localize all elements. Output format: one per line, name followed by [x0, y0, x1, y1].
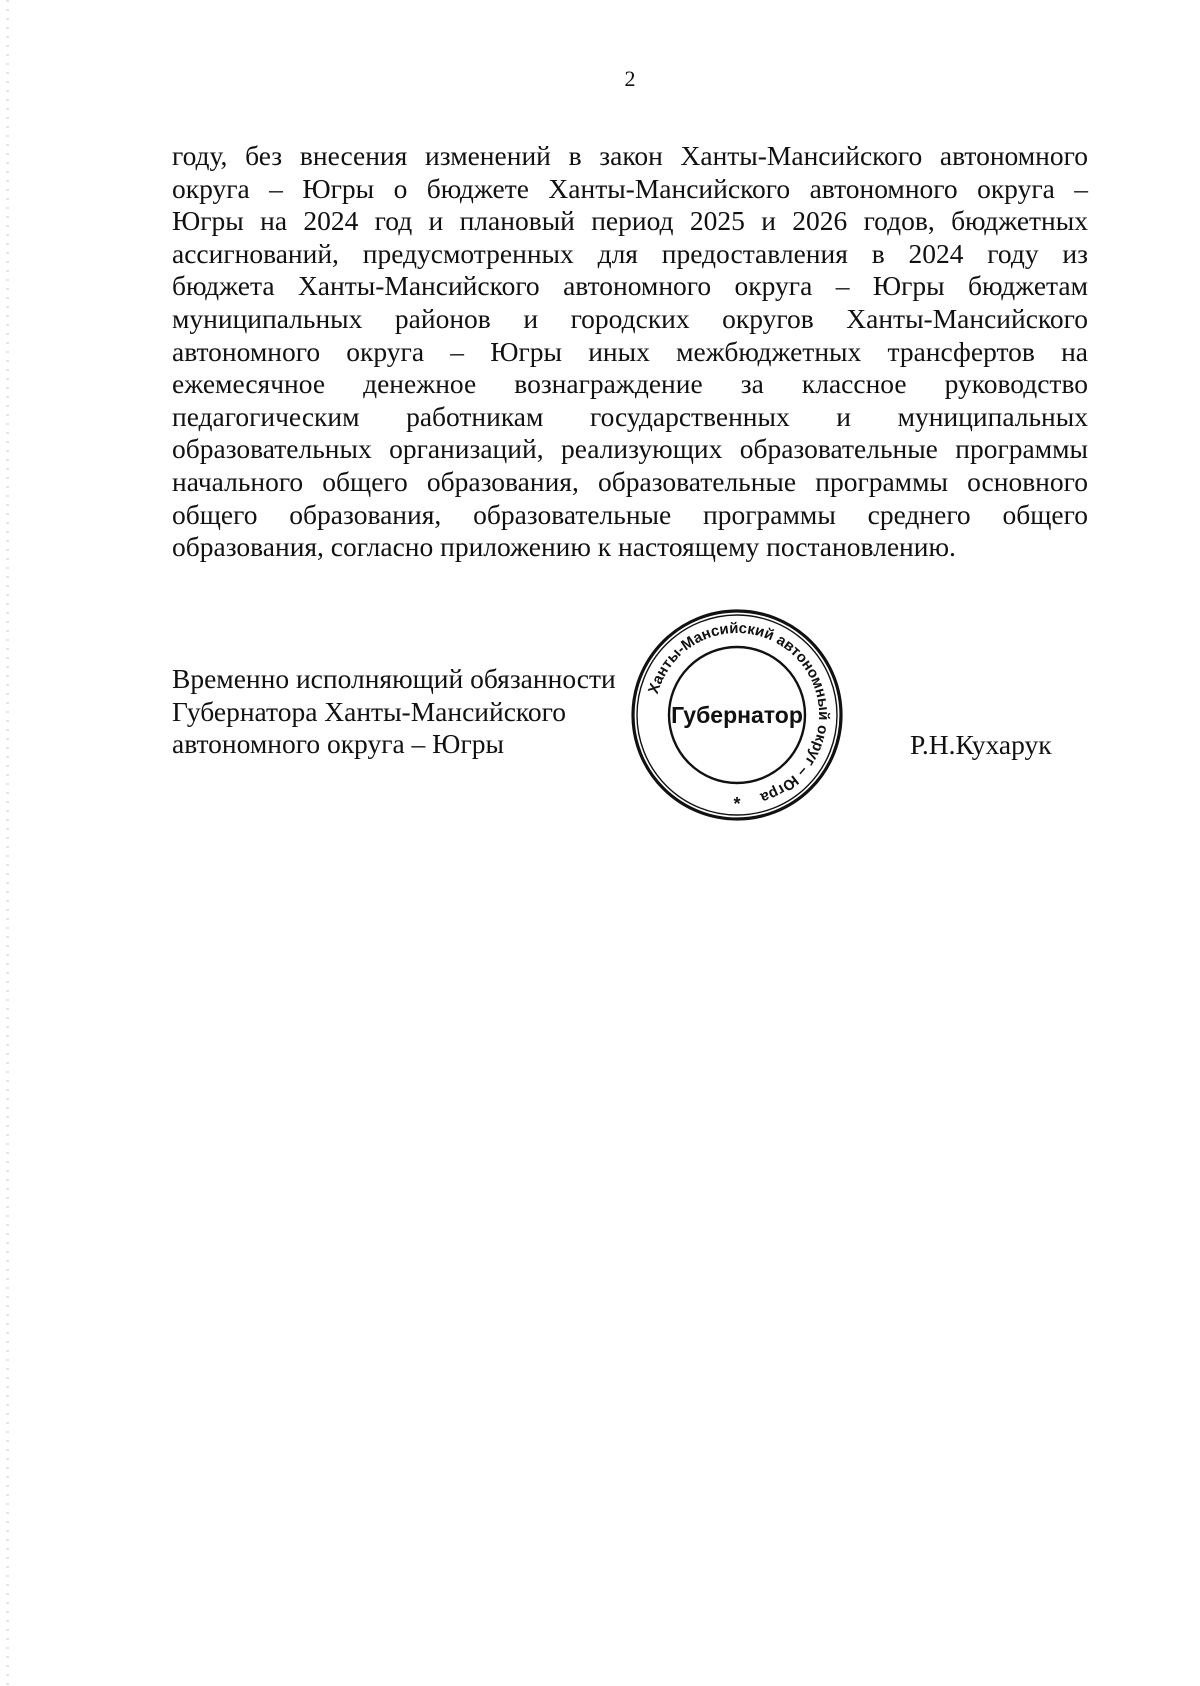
body-paragraph	[172, 140, 1088, 564]
signatory-position-line: Временно исполняющий обязанности	[172, 663, 616, 694]
body-line: ассигнований, предусмотренных для предоставления в 2024 году из	[172, 237, 1088, 269]
body-line: образовательных организаций, реализующих образовательные программы	[172, 433, 1088, 465]
official-seal	[628, 606, 846, 824]
body-line: образования, согласно приложению к настоящему постановлению.	[172, 531, 956, 563]
body-line: муниципальных районов и городских округов Ханты-Мансийского	[172, 302, 1088, 334]
seal-graphic	[628, 606, 846, 824]
page-number: 2	[624, 66, 636, 91]
body-line: году, без внесения изменений в закон Ханты-Мансийского автономного	[172, 140, 1088, 171]
body-line: бюджета Ханты-Мансийского автономного округа – Югры бюджетам	[172, 270, 1088, 302]
body-line: общего образования, образовательные программы среднего общего	[172, 498, 1088, 530]
body-line: педагогическим работникам государственных и муниципальных	[172, 400, 1088, 432]
seal-center-text: Губернатор	[671, 702, 803, 728]
body-line: начального общего образования, образовательные программы основного	[172, 465, 1088, 497]
body-line: ежемесячное денежное вознаграждение за классное руководство	[172, 368, 1088, 400]
body-line: округа – Югры о бюджете Ханты-Мансийского автономного округа –	[172, 172, 1088, 204]
seal-star-icon: *	[733, 794, 741, 814]
body-line: Югры на 2024 год и плановый период 2025 и 2026 годов, бюджетных	[172, 205, 1088, 237]
signer-name: Р.Н.Кухарук	[910, 729, 1052, 760]
signatory-position-line: автономного округа – Югры	[172, 728, 504, 760]
seal-ring-text: Ханты-Мансийский автономный округ – Югра	[645, 619, 833, 807]
scan-edge-artifact	[6, 0, 9, 1686]
signatory-position	[172, 663, 616, 761]
signatory-position-line: Губернатора Ханты-Мансийского	[172, 695, 566, 727]
body-line: автономного округа – Югры иных межбюджетных трансфертов на	[172, 335, 1088, 367]
